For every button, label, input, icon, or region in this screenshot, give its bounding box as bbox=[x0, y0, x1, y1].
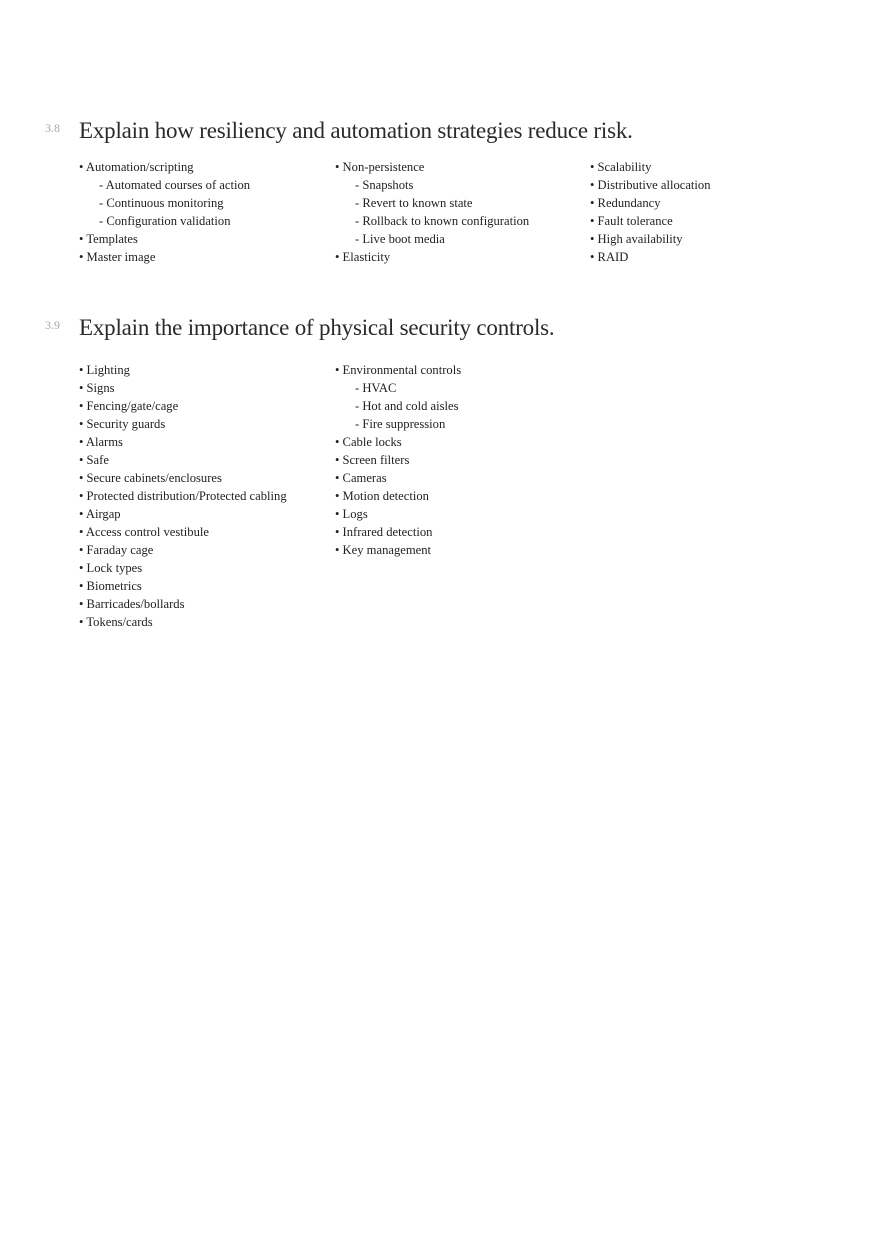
list-item: • Infrared detection bbox=[335, 525, 433, 539]
section-number: 3.9 bbox=[45, 318, 60, 332]
list-item: • RAID bbox=[590, 250, 629, 264]
objective-column-1 bbox=[79, 361, 287, 631]
list-item: • Master image bbox=[79, 250, 156, 264]
list-item: • Cable locks bbox=[335, 435, 402, 449]
list-item: • Automation/scripting bbox=[79, 160, 194, 174]
sub-list-item: - Configuration validation bbox=[99, 214, 231, 228]
sub-list-item: - Continuous monitoring bbox=[99, 196, 224, 210]
list-item: • Fault tolerance bbox=[590, 214, 673, 228]
list-item: • Redundancy bbox=[590, 196, 661, 210]
list-item: • Non-persistence bbox=[335, 160, 425, 174]
list-item: • Fencing/gate/cage bbox=[79, 399, 179, 413]
section-title: Explain the importance of physical security controls. bbox=[79, 315, 555, 340]
list-item: • Faraday cage bbox=[79, 543, 154, 557]
list-item: • Safe bbox=[79, 453, 109, 467]
sub-list-item: - Snapshots bbox=[355, 178, 414, 192]
list-item: • Motion detection bbox=[335, 489, 429, 503]
list-item: • Protected distribution/Protected cabling bbox=[79, 489, 287, 503]
objective-column-3 bbox=[590, 158, 711, 266]
sub-list-item: - Hot and cold aisles bbox=[355, 399, 459, 413]
list-item: • Lock types bbox=[79, 561, 143, 575]
list-item: • Logs bbox=[335, 507, 368, 521]
objective-column-2 bbox=[335, 158, 529, 266]
objective-column-1 bbox=[79, 158, 250, 266]
section-number: 3.8 bbox=[45, 121, 60, 135]
list-item: • Alarms bbox=[79, 435, 123, 449]
list-item: • Signs bbox=[79, 381, 115, 395]
list-item: • Airgap bbox=[79, 507, 121, 521]
list-item: • Lighting bbox=[79, 363, 130, 377]
list-item: • Access control vestibule bbox=[79, 525, 209, 539]
sub-list-item: - Revert to known state bbox=[355, 196, 473, 210]
list-item: • Key management bbox=[335, 543, 432, 557]
list-item: • Tokens/cards bbox=[79, 615, 153, 629]
list-item: • Environmental controls bbox=[335, 363, 462, 377]
list-item: • Screen filters bbox=[335, 453, 410, 467]
sub-list-item: - Live boot media bbox=[355, 232, 445, 246]
sub-list-item: - Fire suppression bbox=[355, 417, 446, 431]
list-item: • Elasticity bbox=[335, 250, 391, 264]
objective-column-2 bbox=[335, 361, 461, 559]
list-item: • Scalability bbox=[590, 160, 652, 174]
list-item: • Biometrics bbox=[79, 579, 142, 593]
list-item: • Barricades/bollards bbox=[79, 597, 185, 611]
list-item: • Templates bbox=[79, 232, 138, 246]
sub-list-item: - Automated courses of action bbox=[99, 178, 251, 192]
list-item: • High availability bbox=[590, 232, 683, 246]
list-item: • Secure cabinets/enclosures bbox=[79, 471, 222, 485]
list-item: • Distributive allocation bbox=[590, 178, 711, 192]
list-item: • Security guards bbox=[79, 417, 166, 431]
sub-list-item: - HVAC bbox=[355, 381, 397, 395]
sub-list-item: - Rollback to known configuration bbox=[355, 214, 530, 228]
list-item: • Cameras bbox=[335, 471, 387, 485]
section-title: Explain how resiliency and automation strategies reduce risk. bbox=[79, 118, 633, 143]
